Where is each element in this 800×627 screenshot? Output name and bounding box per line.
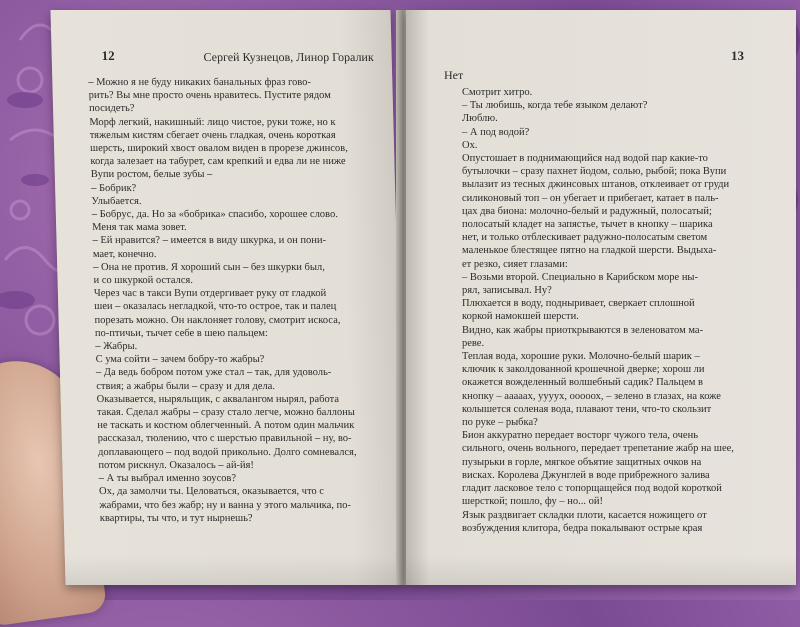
text-line: Вупи ростом, белые зубы – [90,169,213,181]
text-line: силиконовый топ – он убегает и прибегает, катает в паль- [462,192,719,204]
text-line: колышется соленая вода, плавают тени, что-то скользит [462,403,712,415]
text-line: тяжелым кистям сбегает очень гладкая, очень короткая [89,129,336,141]
running-header-left: Сергей Кузнецов, Линор Горалик [203,50,374,64]
text-line: сильного, очень вольного, передает трепетание жабр на шее, [462,443,734,455]
text-line: Плюхается в воду, подныривает, сверкает сплошной [462,298,695,310]
text-line: – Да ведь бобром потом уже стал – так, для удоволь- [95,367,332,379]
open-book [58,0,796,590]
text-line: – Возьми второй. Специально в Карибском море ны- [462,271,698,283]
text-line: маленькое блестящее пятно на гладкой шерсти. Выдыха- [462,245,717,257]
text-line: гладит ласковое тело с топорщащейся под водой короткой [462,483,722,495]
text-line: Ох. [462,139,478,151]
text-line: Бион аккуратно передает восторг чужого тела, очень [462,430,698,442]
text-line: висках. Королева Джунглей в воде прибрежного залива [462,469,710,481]
text-line: когда залезает на табурет, сам крепкий и едва ли не ниже [90,156,346,168]
text-line: – Можно я не буду никаких банальных фраз гово- [88,77,312,88]
right-page-text [446,86,766,535]
text-line: шеи – оказалась негладкой, что-то острое, так и палец [94,301,337,313]
text-line: – А под водой? [462,126,530,138]
left-page [50,10,405,585]
text-line: рассказал, тюлению, что с шерстью правильной – ну, во- [97,433,352,445]
text-line: шерсть, широкий хвост овалом виден в прорезе джинсов, [89,143,348,155]
text-line: – А ты выбрал именно зоусов? [98,473,237,485]
text-line: рить? Вы мне просто очень нравитесь. Пустите рядом [88,90,331,102]
text-line: Меня так мама зовет. [92,222,187,234]
text-line: по руке – рыбка? [462,417,538,429]
page-shadow [65,555,406,585]
text-line: доплавающего – под водой прикольно. Долго сомневался, [97,446,357,458]
text-line: посидеть? [88,103,135,115]
text-line: – Ты любишь, когда тебе языком делают? [462,100,648,112]
text-line: Язык раздвигает складки плоти, касается ножищего от [462,509,707,521]
text-line: кнопку – аааааx, уууух, ооооох, – зелено в глазах, на коже [462,390,721,402]
text-line: Теплая вода, хорошие руки. Молочно-белый шарик – [462,351,700,363]
text-line: – Жабры. [95,341,138,353]
text-line: мает, конечно. [92,248,157,260]
right-page [406,10,796,585]
text-line: рял, записывал. Ну? [462,285,552,297]
left-page-text [72,76,396,525]
text-line: – Ей нравится? – имеется в виду шкурка, и он пони- [92,235,327,247]
text-line: такая. Сделал жабры – сразу стало легче, можно баллоны [96,407,356,419]
text-line: Опустошает в поднимающийся над водой пар какие-то [462,153,708,165]
page-number-left: 12 [101,48,115,63]
text-line: ствия; а жабры были – сразу и для дела. [96,380,276,392]
text-line: и со шкуркой остался. [93,275,194,287]
text-line: Видно, как жабры приоткрываются в зеленоватом ма- [462,324,704,336]
text-line: пузырьки в горле, мягкое объятие защитных очков на [462,456,702,468]
text-line: по-птичьи, тычет себе в шею пальцем: [94,327,269,339]
page-number-right: 13 [731,48,744,63]
text-line: квартиры, ты что, и тут нырнешь? [99,512,253,524]
page-shadow [406,555,796,585]
text-line: цах два биона: молочно-белый и радужный, полосатый; [462,205,712,217]
text-line: Оказывается, ныряльщик, с аквалангом нырял, работа [96,393,340,405]
text-line: – Бобрик? [90,182,137,194]
text-line: вылазит из тесных джинсовых штанов, отклеивает от груди [462,179,730,191]
text-line: не таскать и костюм облегченный. А потом один мальчик [97,420,355,432]
text-line: реве. [462,337,485,349]
text-line: – Бобрус, да. Но за «бобрика» спасибо, хорошее слово. [91,209,339,221]
text-line: Улыбается. [91,195,142,207]
text-line: полосатый кладет на запястье, тычет в кнопку – шарика [462,219,713,231]
text-line: Ох, да замолчи ты. Целоваться, оказывается, что с [98,486,325,498]
text-line: бутылочки – сразу пахнет йодом, солью, рыбой; пока Вупи [462,166,727,178]
text-line: порезать можно. Он наклоняет голову, смотрит искоса, [94,314,341,326]
text-line: потом рискнул. Оказалось – ай-йя! [98,459,255,471]
text-line: возбуждения клитора, бедра покалывают острые края [462,522,703,534]
text-line: шерсткой; пошло, фу – но... ой! [462,496,603,508]
text-line: Люблю. [462,113,498,125]
text-line: ет резко, сияет глазами: [462,258,568,270]
text-line: С ума сойти – зачем бобру-то жабры? [95,354,265,366]
text-line: ключик к заколдованной крошечной дверке; хорош ли [462,364,705,376]
text-line: Через час в такси Вупи отдергивает руку от гладкой [93,288,327,300]
text-line: жабрами, что без жабр; ну и ванна у этого мальчика, по- [99,499,352,511]
text-line: коркой намокшей шерсти. [462,311,579,323]
running-header-right: Нет [444,68,464,82]
text-line: – Она не против. Я хороший сын – без шкурки был, [93,261,325,273]
text-line: Смотрит хитро. [462,87,533,98]
text-line: окажется вожделенный волшебный садик? Пальцем в [462,377,703,389]
text-line: Морф легкий, накишный: лицо чистое, руки тоже, но к [89,116,336,128]
text-line: нет, и только отблескивает радужно-полосатым светом [462,232,708,244]
